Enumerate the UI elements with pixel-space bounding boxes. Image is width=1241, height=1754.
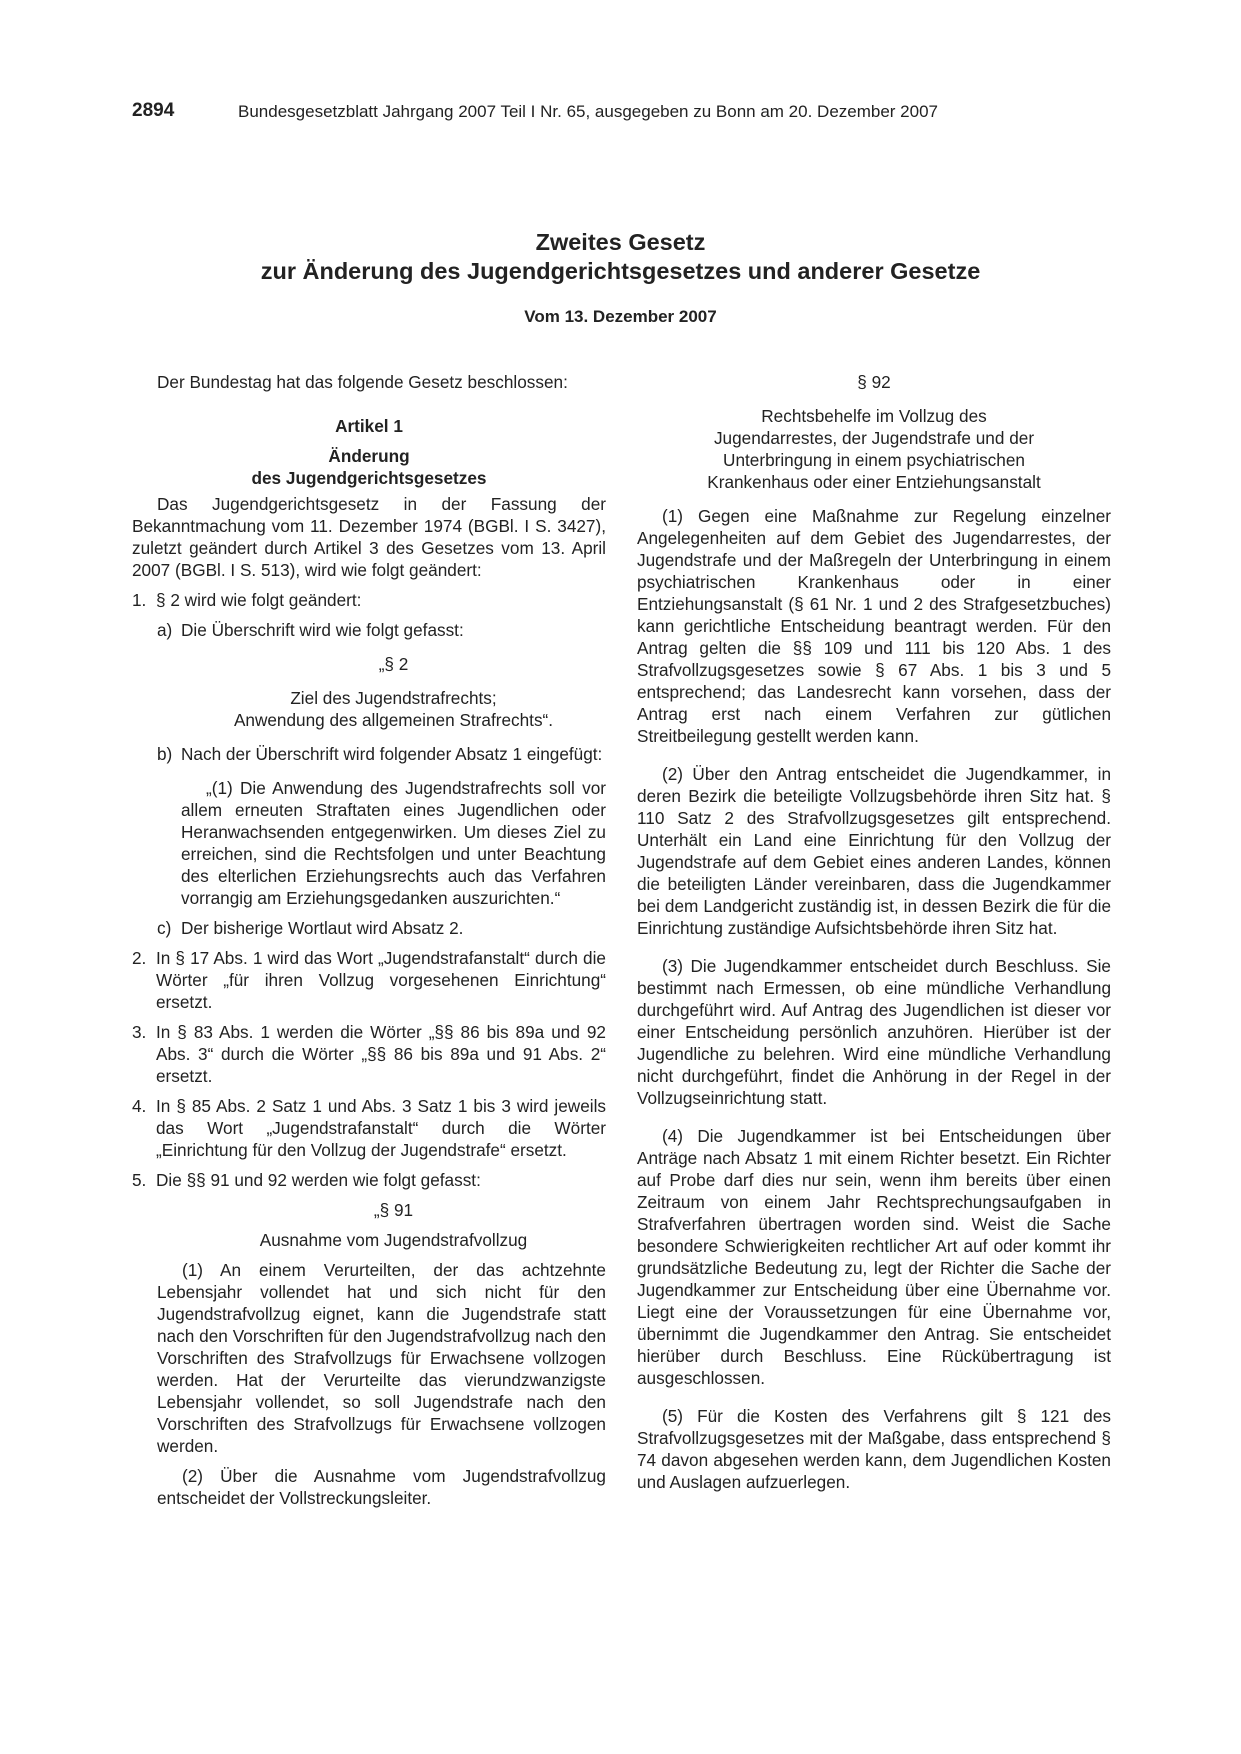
list-item-5: [132, 1169, 606, 1191]
intro-text: Der Bundestag hat das folgende Gesetz beschlossen:: [157, 372, 568, 392]
list-item-letter: a): [157, 620, 173, 640]
list-item-number: 5.: [132, 1170, 147, 1190]
left-column: [132, 371, 606, 1509]
paragraph-92-absatz-3: (3) Die Jugendkammer entscheidet durch Beschluss. Sie bestimmt nach Ermessen, ob eine mündliche Verhandlung durchgeführt wird. Auf Antrag des Jugendlichen ist dieser vor einer Entscheidung persönlich anzuhören. Hierüber ist der Jugendliche zu belehren. Wird eine mündliche Verhandlung nicht durchgeführt, findet die Anhörung in der Regel in der Vollzugseinrichtung statt.: [637, 956, 1111, 1108]
paragraph-label-91: „§ 91: [373, 1200, 414, 1220]
list-item-text: Der bisherige Wortlaut wird Absatz 2.: [181, 918, 464, 938]
list-item-number: 3.: [132, 1022, 147, 1042]
paragraph-heading-92-line4: Krankenhaus oder einer Entziehungsanstalt: [707, 472, 1041, 492]
list-item-text: Nach der Überschrift wird folgender Absatz 1 eingefügt:: [181, 744, 603, 764]
paragraph-heading-2-line1: Ziel des Jugendstrafrechts;: [290, 688, 497, 708]
list-item-number: 1.: [132, 590, 147, 610]
paragraph-92-absatz-2: (2) Über den Antrag entscheidet die Jugendkammer, in deren Bezirk die beteiligte Vollzugsbehörde ihren Sitz hat. § 110 Satz 2 des Strafvollzugsgesetzes gilt entsprechend. Unterhält ein Land eine Einrichtung für den Vollzug der Jugendstrafe auf dem Gebiet eines anderen Landes, können die beteiligten Länder vereinbaren, dass die Jugendkammer bei dem Landgericht zuständig ist, in dessen Bezirk die für die Einrichtung zuständige Aufsichtsbehörde ihren Sitz hat.: [637, 764, 1111, 938]
right-column: [637, 371, 1111, 1493]
running-head: Bundesgesetzblatt Jahrgang 2007 Teil I Nr. 65, ausgegeben zu Bonn am 20. Dezember 2007: [238, 102, 938, 121]
article-heading: Artikel 1: [335, 416, 403, 436]
law-title: [0, 228, 1241, 286]
paragraph-label-92: § 92: [857, 372, 891, 392]
law-title-line1: Zweites Gesetz: [535, 229, 706, 255]
law-title-line2: zur Änderung des Jugendgerichtsgesetzes und anderer Gesetze: [260, 258, 981, 284]
list-item-1: [132, 589, 606, 611]
list-item-4: [132, 1095, 606, 1161]
list-item-text: § 2 wird wie folgt geändert:: [156, 590, 362, 610]
page-number: 2894: [132, 100, 175, 121]
law-date: Vom 13. Dezember 2007: [524, 307, 717, 326]
paragraph-92-absatz-1: (1) Gegen eine Maßnahme zur Regelung einzelner Angelegenheiten auf dem Gebiet des Jugendarrestes, der Jugendstrafe und der Maßregeln der Unterbringung in einem psychiatrischen Krankenhaus oder in einer Entziehungsanstalt (§ 61 Nr. 1 und 2 des Strafgesetzbuches) kann gerichtliche Entscheidung beantragt werden. Für den Antrag gelten die §§ 109 und 111 bis 120 Abs. 1 des Strafvollzugsgesetzes sowie § 67 Abs. 1 bis 3 und 5 entsprechend; das Landesrecht kann vorsehen, dass der Antrag erst nach einem Verfahren zur gütlichen Streitbeilegung gestellt werden kann.: [637, 506, 1111, 746]
article-title-line1: Änderung: [328, 446, 410, 466]
paragraph-92-absatz-4: (4) Die Jugendkammer ist bei Entscheidungen über Anträge nach Absatz 1 mit einem Richter besetzt. Ein Richter auf Probe darf dies nur sein, wenn ihm bereits über einen Zeitraum von einem Jahr Rechtsprechungsaufgaben in Strafverfahren übertragen worden sind. Weist die Sache besondere Schwierigkeiten rechtlicher Art auf oder kommt ihr grundsätzliche Bedeutung zu, legt der Richter die Sache der Jugendkammer zur Entscheidung über eine Übernahme vor. Liegt eine der Voraussetzungen für eine Übernahme vor, übernimmt die Jugendkammer den Antrag. Sie entscheidet hierüber durch Beschluss. Eine Rückübertragung ist ausgeschlossen.: [637, 1126, 1111, 1388]
paragraph-91-absatz-1: (1) An einem Verurteilten, der das achtzehnte Lebensjahr vollendet hat und sich nicht für den Jugendstrafvollzug eignet, kann die Jugendstrafe statt nach den Vorschriften für den Jugendstrafvollzug nach den Vorschriften des Strafvollzugs für Erwachsene vollzogen werden. Hat der Verurteilte das vierundzwanzigste Lebensjahr vollendet, so soll Jugendstrafe nach den Vorschriften des Strafvollzugs für Erwachsene vollzogen werden.: [157, 1260, 606, 1456]
paragraph-heading-92-line2: Jugendarrestes, der Jugendstrafe und der: [713, 428, 1035, 448]
list-item-letter: b): [157, 744, 173, 764]
list-item-1c: [132, 917, 606, 939]
list-item-text: Die §§ 91 und 92 werden wie folgt gefasst:: [156, 1170, 481, 1190]
paragraph-heading-91: Ausnahme vom Jugendstrafvollzug: [259, 1230, 528, 1250]
list-item-text: In § 17 Abs. 1 wird das Wort „Jugendstrafanstalt“ durch die Wörter „für ihren Vollzug vorgesehenen Einrichtung“ ersetzt.: [156, 948, 606, 1012]
paragraph-label-2: „§ 2: [378, 654, 409, 674]
list-item-text: Die Überschrift wird wie folgt gefasst:: [181, 620, 464, 640]
paragraph-heading-2-line2: Anwendung des allgemeinen Strafrechts“.: [233, 710, 554, 730]
paragraph-heading-92-line3: Unterbringung in einem psychiatrischen: [723, 450, 1025, 470]
list-item-text: In § 85 Abs. 2 Satz 1 und Abs. 3 Satz 1 bis 3 wird jeweils das Wort „Jugendstrafanstalt“ durch die Wörter „Einrichtung für den Vollzug der Jugendstrafe“ ersetzt.: [156, 1096, 606, 1160]
list-item-2: [132, 947, 606, 1013]
list-item-number: 2.: [132, 948, 147, 968]
article-text: Das Jugendgerichtsgesetz in der Fassung der Bekanntmachung vom 11. Dezember 1974 (BGBl. I S. 3427), zuletzt geändert durch Artikel 3 des Gesetzes vom 13. April 2007 (BGBl. I S. 513), wird wie folgt geändert:: [132, 494, 606, 580]
quoted-absatz-1: „(1) Die Anwendung des Jugendstrafrechts soll vor allem erneuten Straftaten eines Jugendlichen oder Heranwachsenden entgegenwirken. Um dieses Ziel zu erreichen, sind die Rechtsfolgen und unter Beachtung des elterlichen Erziehungsrechts auch das Verfahren vorrangig am Erziehungsgedanken auszurichten.“: [181, 778, 606, 908]
paragraph-91-absatz-2: (2) Über die Ausnahme vom Jugendstrafvollzug entscheidet der Vollstreckungsleiter.: [157, 1466, 606, 1508]
list-item-number: 4.: [132, 1096, 147, 1116]
paragraph-heading-92-line1: Rechtsbehelfe im Vollzug des: [761, 406, 987, 426]
list-item-letter: c): [157, 918, 172, 938]
article-title-line2: des Jugendgerichtsgesetzes: [251, 468, 487, 488]
list-item-3: [132, 1021, 606, 1087]
list-item-1b: [132, 743, 606, 765]
list-item-1a: [132, 619, 606, 641]
paragraph-92-absatz-5: (5) Für die Kosten des Verfahrens gilt § 121 des Strafvollzugsgesetzes mit der Maßgabe, dass entsprechend § 74 davon abgesehen werden kann, dem Jugendlichen Kosten und Auslagen aufzuerlegen.: [637, 1406, 1111, 1492]
list-item-text: In § 83 Abs. 1 werden die Wörter „§§ 86 bis 89a und 92 Abs. 3“ durch die Wörter „§§ 86 bis 89a und 91 Abs. 2“ ersetzt.: [156, 1022, 606, 1086]
